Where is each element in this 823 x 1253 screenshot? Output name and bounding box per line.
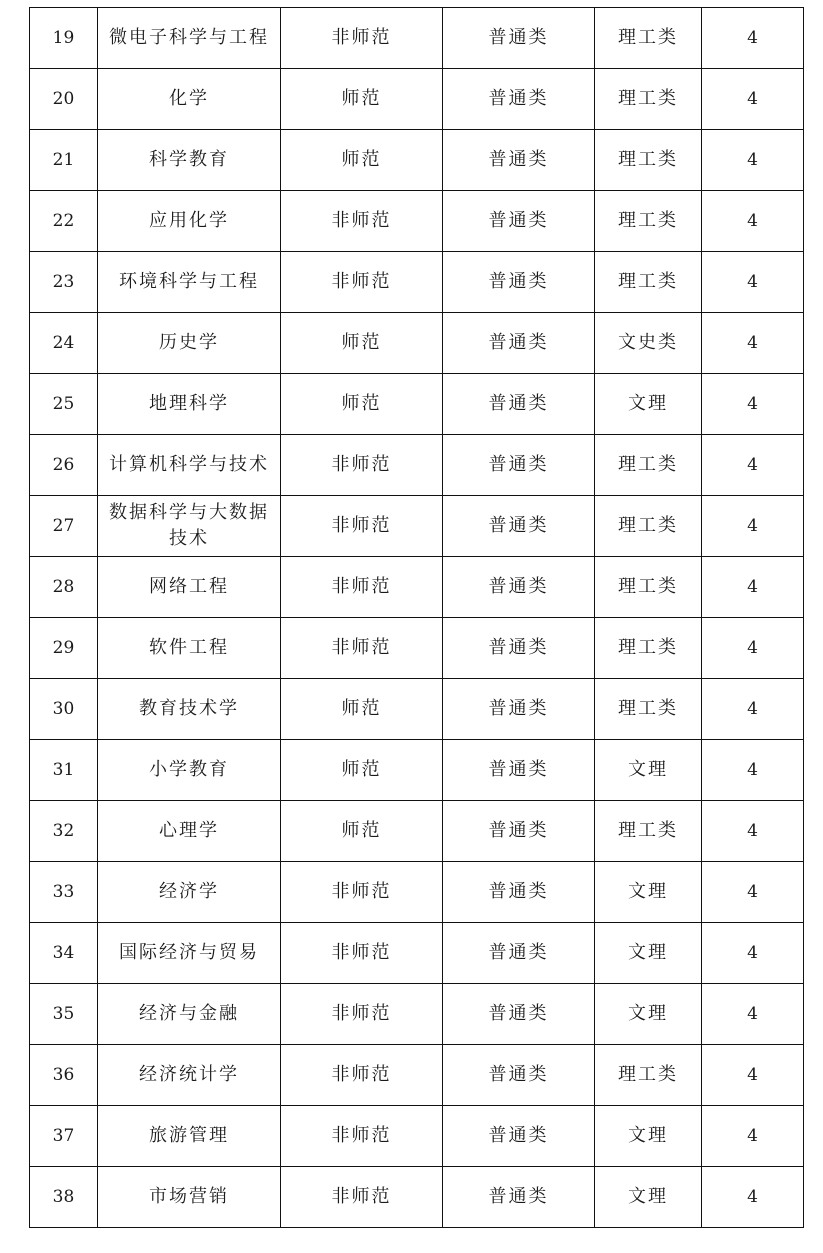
program-type-cell: 非师范: [281, 191, 443, 252]
subject-field-cell: 理工类: [595, 130, 702, 191]
table-row: [30, 1167, 804, 1228]
table-row: [30, 496, 804, 557]
program-type-cell: 师范: [281, 69, 443, 130]
major-name-cell: 教育技术学: [98, 679, 281, 740]
admission-category-cell: 普通类: [443, 740, 595, 801]
study-years-cell: 4: [702, 1167, 804, 1228]
table-row: [30, 313, 804, 374]
table-row: [30, 740, 804, 801]
table-row: [30, 1045, 804, 1106]
table-row: [30, 252, 804, 313]
table-row: [30, 374, 804, 435]
subject-field-cell: 文理: [595, 984, 702, 1045]
major-name-cell: 小学教育: [98, 740, 281, 801]
study-years-cell: 4: [702, 8, 804, 69]
major-name-cell: 旅游管理: [98, 1106, 281, 1167]
row-number-cell: 36: [30, 1045, 98, 1106]
admission-category-cell: 普通类: [443, 1106, 595, 1167]
admission-category-cell: 普通类: [443, 923, 595, 984]
major-name-cell: 经济与金融: [98, 984, 281, 1045]
major-name-cell: 软件工程: [98, 618, 281, 679]
major-name-cell: 数据科学与大数据技术: [98, 496, 281, 557]
subject-field-cell: 理工类: [595, 1045, 702, 1106]
study-years-cell: 4: [702, 130, 804, 191]
program-type-cell: 师范: [281, 130, 443, 191]
admission-category-cell: 普通类: [443, 496, 595, 557]
major-name-cell: 市场营销: [98, 1167, 281, 1228]
row-number-cell: 33: [30, 862, 98, 923]
table-row: [30, 1106, 804, 1167]
row-number-cell: 32: [30, 801, 98, 862]
subject-field-cell: 文理: [595, 740, 702, 801]
program-type-cell: 非师范: [281, 8, 443, 69]
subject-field-cell: 文理: [595, 374, 702, 435]
program-type-cell: 师范: [281, 740, 443, 801]
row-number-cell: 28: [30, 557, 98, 618]
study-years-cell: 4: [702, 557, 804, 618]
major-name-cell: 科学教育: [98, 130, 281, 191]
study-years-cell: 4: [702, 801, 804, 862]
study-years-cell: 4: [702, 618, 804, 679]
table-row: [30, 618, 804, 679]
admission-category-cell: 普通类: [443, 435, 595, 496]
study-years-cell: 4: [702, 435, 804, 496]
row-number-cell: 31: [30, 740, 98, 801]
program-type-cell: 师范: [281, 679, 443, 740]
subject-field-cell: 理工类: [595, 435, 702, 496]
study-years-cell: 4: [702, 679, 804, 740]
admission-category-cell: 普通类: [443, 130, 595, 191]
subject-field-cell: 理工类: [595, 252, 702, 313]
major-name-cell: 应用化学: [98, 191, 281, 252]
table-row: [30, 69, 804, 130]
row-number-cell: 19: [30, 8, 98, 69]
row-number-cell: 24: [30, 313, 98, 374]
major-name-cell: 历史学: [98, 313, 281, 374]
study-years-cell: 4: [702, 984, 804, 1045]
table-row: [30, 8, 804, 69]
program-type-cell: 非师范: [281, 618, 443, 679]
table-row: [30, 191, 804, 252]
program-type-cell: 非师范: [281, 923, 443, 984]
admission-category-cell: 普通类: [443, 618, 595, 679]
row-number-cell: 21: [30, 130, 98, 191]
admission-category-cell: 普通类: [443, 984, 595, 1045]
row-number-cell: 22: [30, 191, 98, 252]
subject-field-cell: 文史类: [595, 313, 702, 374]
admission-category-cell: 普通类: [443, 801, 595, 862]
study-years-cell: 4: [702, 740, 804, 801]
program-type-cell: 师范: [281, 313, 443, 374]
admission-category-cell: 普通类: [443, 862, 595, 923]
table-row: [30, 435, 804, 496]
subject-field-cell: 文理: [595, 1106, 702, 1167]
row-number-cell: 34: [30, 923, 98, 984]
row-number-cell: 26: [30, 435, 98, 496]
major-name-cell: 经济统计学: [98, 1045, 281, 1106]
study-years-cell: 4: [702, 313, 804, 374]
table-row: [30, 984, 804, 1045]
program-type-cell: 师范: [281, 374, 443, 435]
program-type-cell: 师范: [281, 801, 443, 862]
table-row: [30, 923, 804, 984]
row-number-cell: 20: [30, 69, 98, 130]
program-type-cell: 非师范: [281, 252, 443, 313]
program-type-cell: 非师范: [281, 496, 443, 557]
admission-category-cell: 普通类: [443, 557, 595, 618]
row-number-cell: 25: [30, 374, 98, 435]
subject-field-cell: 理工类: [595, 618, 702, 679]
admission-category-cell: 普通类: [443, 1045, 595, 1106]
row-number-cell: 38: [30, 1167, 98, 1228]
study-years-cell: 4: [702, 252, 804, 313]
row-number-cell: 27: [30, 496, 98, 557]
subject-field-cell: 理工类: [595, 191, 702, 252]
subject-field-cell: 理工类: [595, 496, 702, 557]
row-number-cell: 23: [30, 252, 98, 313]
subject-field-cell: 理工类: [595, 679, 702, 740]
major-name-cell: 经济学: [98, 862, 281, 923]
majors-table-body: [30, 8, 804, 1228]
row-number-cell: 37: [30, 1106, 98, 1167]
admission-category-cell: 普通类: [443, 69, 595, 130]
majors-table: [29, 7, 804, 1228]
major-name-cell: 环境科学与工程: [98, 252, 281, 313]
program-type-cell: 非师范: [281, 1045, 443, 1106]
table-row: [30, 557, 804, 618]
table-row: [30, 130, 804, 191]
program-type-cell: 非师范: [281, 984, 443, 1045]
subject-field-cell: 文理: [595, 923, 702, 984]
row-number-cell: 29: [30, 618, 98, 679]
row-number-cell: 35: [30, 984, 98, 1045]
admission-category-cell: 普通类: [443, 679, 595, 740]
study-years-cell: 4: [702, 496, 804, 557]
major-name-cell: 心理学: [98, 801, 281, 862]
admission-category-cell: 普通类: [443, 313, 595, 374]
program-type-cell: 非师范: [281, 435, 443, 496]
major-name-cell: 微电子科学与工程: [98, 8, 281, 69]
study-years-cell: 4: [702, 1045, 804, 1106]
subject-field-cell: 理工类: [595, 69, 702, 130]
subject-field-cell: 文理: [595, 1167, 702, 1228]
subject-field-cell: 理工类: [595, 801, 702, 862]
subject-field-cell: 理工类: [595, 8, 702, 69]
study-years-cell: 4: [702, 862, 804, 923]
table-row: [30, 862, 804, 923]
major-name-cell: 化学: [98, 69, 281, 130]
table-row: [30, 679, 804, 740]
subject-field-cell: 理工类: [595, 557, 702, 618]
program-type-cell: 非师范: [281, 557, 443, 618]
table-row: [30, 801, 804, 862]
study-years-cell: 4: [702, 1106, 804, 1167]
study-years-cell: 4: [702, 191, 804, 252]
admission-category-cell: 普通类: [443, 191, 595, 252]
study-years-cell: 4: [702, 69, 804, 130]
study-years-cell: 4: [702, 374, 804, 435]
admission-category-cell: 普通类: [443, 8, 595, 69]
subject-field-cell: 文理: [595, 862, 702, 923]
program-type-cell: 非师范: [281, 862, 443, 923]
major-name-cell: 网络工程: [98, 557, 281, 618]
major-name-cell: 计算机科学与技术: [98, 435, 281, 496]
major-name-cell: 国际经济与贸易: [98, 923, 281, 984]
admission-category-cell: 普通类: [443, 1167, 595, 1228]
admission-category-cell: 普通类: [443, 374, 595, 435]
program-type-cell: 非师范: [281, 1106, 443, 1167]
row-number-cell: 30: [30, 679, 98, 740]
study-years-cell: 4: [702, 923, 804, 984]
program-type-cell: 非师范: [281, 1167, 443, 1228]
admission-category-cell: 普通类: [443, 252, 595, 313]
major-name-cell: 地理科学: [98, 374, 281, 435]
